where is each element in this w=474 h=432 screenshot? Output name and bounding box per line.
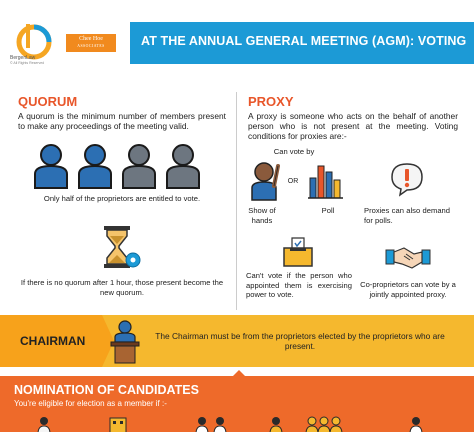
title-bar xyxy=(130,22,474,64)
proxy-demand-text: Proxies can also demand for polls. xyxy=(364,206,450,225)
page-title: AT THE ANNUAL GENERAL MEETING (AGM): VOTING xyxy=(141,34,467,48)
logo1-sub: © All Rights Reserved xyxy=(10,61,45,65)
co-proprietors-text: Co-proprietors can vote by a jointly appointed proxy. xyxy=(360,280,456,299)
person-blue-icon-2 xyxy=(79,145,111,188)
proxy-title: PROXY xyxy=(248,94,294,109)
logo1-text: BergenLaw xyxy=(10,55,36,61)
cant-vote-text: Can't vote if the person who appointed them is exercising power to vote. xyxy=(246,271,352,299)
chairman-podium-icon xyxy=(110,320,140,364)
proxy-text: A proxy is someone who acts on the behalf of another person who is not present at the meeting. Voting conditions for proxies are:- xyxy=(248,111,458,141)
quorum-title: QUORUM xyxy=(18,94,78,109)
poll-label: Poll xyxy=(321,206,335,215)
handshake-icon xyxy=(386,244,430,270)
chairman-title: CHAIRMAN xyxy=(20,334,86,348)
chairman-text: The Chairman must be from the proprietors elected by the proprietors who are present. xyxy=(155,331,445,351)
person-icon-c xyxy=(214,417,226,432)
column-divider xyxy=(236,92,237,310)
can-vote-by-label: Can vote by xyxy=(273,147,315,156)
chee-hoe-logo xyxy=(66,34,116,52)
quorum-text: A quorum is the minimum number of members present to make any proceedings of the meeting valid. xyxy=(18,111,226,131)
person-icon-b xyxy=(196,417,208,432)
nomination-subtitle: You're eligible for election as a member if :- xyxy=(14,399,167,408)
person-gray-icon-1 xyxy=(123,145,155,188)
hourglass-caption: If there is no quorum after 1 hour, those present become the new quorum. xyxy=(20,278,224,297)
person-icon-e xyxy=(410,417,422,432)
ballot-box-icon xyxy=(280,236,316,268)
header xyxy=(0,0,474,84)
person-blue-icon-1 xyxy=(35,145,67,188)
poll-chart-icon xyxy=(308,160,344,200)
or-label: OR xyxy=(287,178,299,185)
logo2-line2: ASSOCIATES xyxy=(77,44,105,48)
hourglass-icon xyxy=(102,224,142,272)
exclamation-speech-icon xyxy=(390,162,424,196)
person-icon-a xyxy=(38,417,50,432)
quorum-people-icon xyxy=(33,144,208,190)
quorum-people-caption: Only half of the proprietors are entitled to vote. xyxy=(43,194,201,203)
logo2-line1: Chee Hoe xyxy=(79,36,103,42)
show-of-hands-icon xyxy=(250,160,282,200)
nomination-title: NOMINATION OF CANDIDATES xyxy=(14,383,199,397)
person-icon-d xyxy=(270,417,282,432)
building-icon xyxy=(110,418,126,432)
group-icon xyxy=(306,417,342,432)
nomination-icons-strip xyxy=(0,414,474,432)
show-of-hands-label: Show of hands xyxy=(248,206,276,225)
person-gray-icon-2 xyxy=(167,145,199,188)
